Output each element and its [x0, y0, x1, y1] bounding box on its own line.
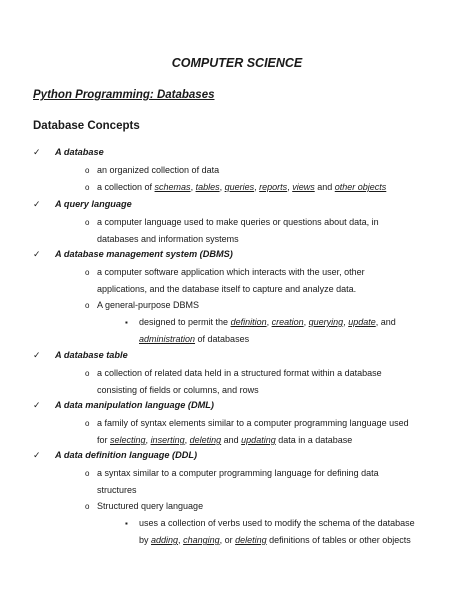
text-segment: a syntax similar to a computer programming language for defining data structures	[97, 468, 379, 495]
concept-title: A data manipulation language (DML)	[55, 400, 214, 410]
check-icon: ✓	[33, 147, 41, 157]
text-segment: a computer software application which interacts with the user, other applications, and the database itself to capture and analyze data.	[97, 267, 365, 294]
text-segment: an organized collection of data	[97, 165, 220, 175]
text-segment: a collection of related data held in a structured format within a database consisting of fields or columns, and rows	[97, 368, 382, 395]
text-segment: a family of syntax elements similar to a computer programming language used for	[97, 418, 409, 445]
concept-detail	[85, 498, 417, 515]
text-segment: ,	[219, 182, 225, 192]
check-icon: ✓	[33, 199, 41, 209]
underlined-term: selecting	[110, 435, 146, 445]
concept-title: A data definition language (DDL)	[55, 450, 198, 460]
concept-title: A database table	[55, 350, 128, 360]
detail-text	[97, 418, 409, 445]
text-segment: ,	[184, 435, 190, 445]
underlined-term: tables	[195, 182, 220, 192]
circle-bullet-icon: o	[85, 183, 90, 192]
text-segment: a computer language used to make queries or questions about data, in databases and information systems	[97, 217, 379, 244]
text-segment: ,	[303, 317, 309, 327]
underlined-term: inserting	[150, 435, 185, 445]
underlined-term: queries	[224, 182, 255, 192]
underlined-term: deleting	[235, 535, 267, 545]
detail-text	[97, 217, 379, 244]
text-segment: a collection of	[97, 182, 155, 192]
text-segment: of databases	[195, 334, 250, 344]
detail-text	[97, 182, 386, 192]
check-icon: ✓	[33, 350, 41, 360]
underlined-term: querying	[308, 317, 344, 327]
underlined-term: adding	[151, 535, 179, 545]
concept-title: A database	[55, 147, 104, 157]
concept-detail	[85, 365, 417, 399]
underlined-term: changing	[183, 535, 220, 545]
underlined-term: administration	[139, 334, 196, 344]
concept-detail	[85, 415, 417, 449]
circle-bullet-icon: o	[85, 301, 90, 310]
text-segment: ,	[190, 182, 196, 192]
concept-subdetail	[125, 314, 424, 348]
concept-detail	[85, 264, 417, 298]
underlined-term: update	[348, 317, 376, 327]
concept-detail	[85, 162, 417, 179]
text-segment: data in a database	[275, 435, 353, 445]
underlined-term: reports	[259, 182, 288, 192]
check-icon: ✓	[33, 450, 41, 460]
detail-text	[97, 368, 382, 395]
circle-bullet-icon: o	[85, 419, 90, 428]
detail-text	[97, 300, 199, 310]
detail-text	[97, 501, 203, 511]
text-segment: , and	[375, 317, 396, 327]
concept-title: A database management system (DBMS)	[55, 249, 233, 259]
circle-bullet-icon: o	[85, 218, 90, 227]
page-subtitle: Python Programming: Databases	[33, 89, 215, 101]
text-segment: ,	[145, 435, 151, 445]
underlined-term: updating	[241, 435, 276, 445]
section-heading: Database Concepts	[33, 120, 140, 132]
square-bullet-icon: ▪	[125, 318, 128, 327]
underlined-term: creation	[271, 317, 304, 327]
circle-bullet-icon: o	[85, 502, 90, 511]
text-segment: designed to permit the	[139, 317, 231, 327]
square-bullet-icon: ▪	[125, 519, 128, 528]
circle-bullet-icon: o	[85, 469, 90, 478]
check-icon: ✓	[33, 400, 41, 410]
underlined-term: schemas	[154, 182, 191, 192]
page-title: COMPUTER SCIENCE	[171, 56, 303, 70]
text-segment: ,	[287, 182, 293, 192]
circle-bullet-icon: o	[85, 166, 90, 175]
check-icon: ✓	[33, 249, 41, 259]
subdetail-text	[139, 317, 396, 344]
detail-text	[97, 468, 379, 495]
subdetail-text	[139, 518, 415, 545]
text-segment: ,	[343, 317, 349, 327]
concept-detail	[85, 465, 417, 499]
underlined-term: definition	[230, 317, 267, 327]
concept-detail	[85, 179, 417, 196]
text-segment: Structured query language	[97, 501, 204, 511]
underlined-term: views	[292, 182, 315, 192]
circle-bullet-icon: o	[85, 369, 90, 378]
underlined-term: other objects	[334, 182, 387, 192]
text-segment: and	[314, 182, 335, 192]
concept-subdetail	[125, 515, 424, 549]
text-segment: ,	[178, 535, 184, 545]
text-segment: ,	[266, 317, 272, 327]
concept-detail	[85, 297, 417, 314]
detail-text	[97, 165, 219, 175]
text-segment: uses a collection of verbs used to modify the schema of the database by	[139, 518, 415, 545]
text-segment: definitions of tables or other objects	[266, 535, 411, 545]
concept-title: A query language	[55, 199, 132, 209]
text-segment: ,	[254, 182, 260, 192]
text-segment: , or	[219, 535, 236, 545]
text-segment: and	[221, 435, 242, 445]
circle-bullet-icon: o	[85, 268, 90, 277]
concept-detail	[85, 214, 417, 248]
text-segment: A general-purpose DBMS	[97, 300, 200, 310]
underlined-term: deleting	[189, 435, 222, 445]
detail-text	[97, 267, 365, 294]
